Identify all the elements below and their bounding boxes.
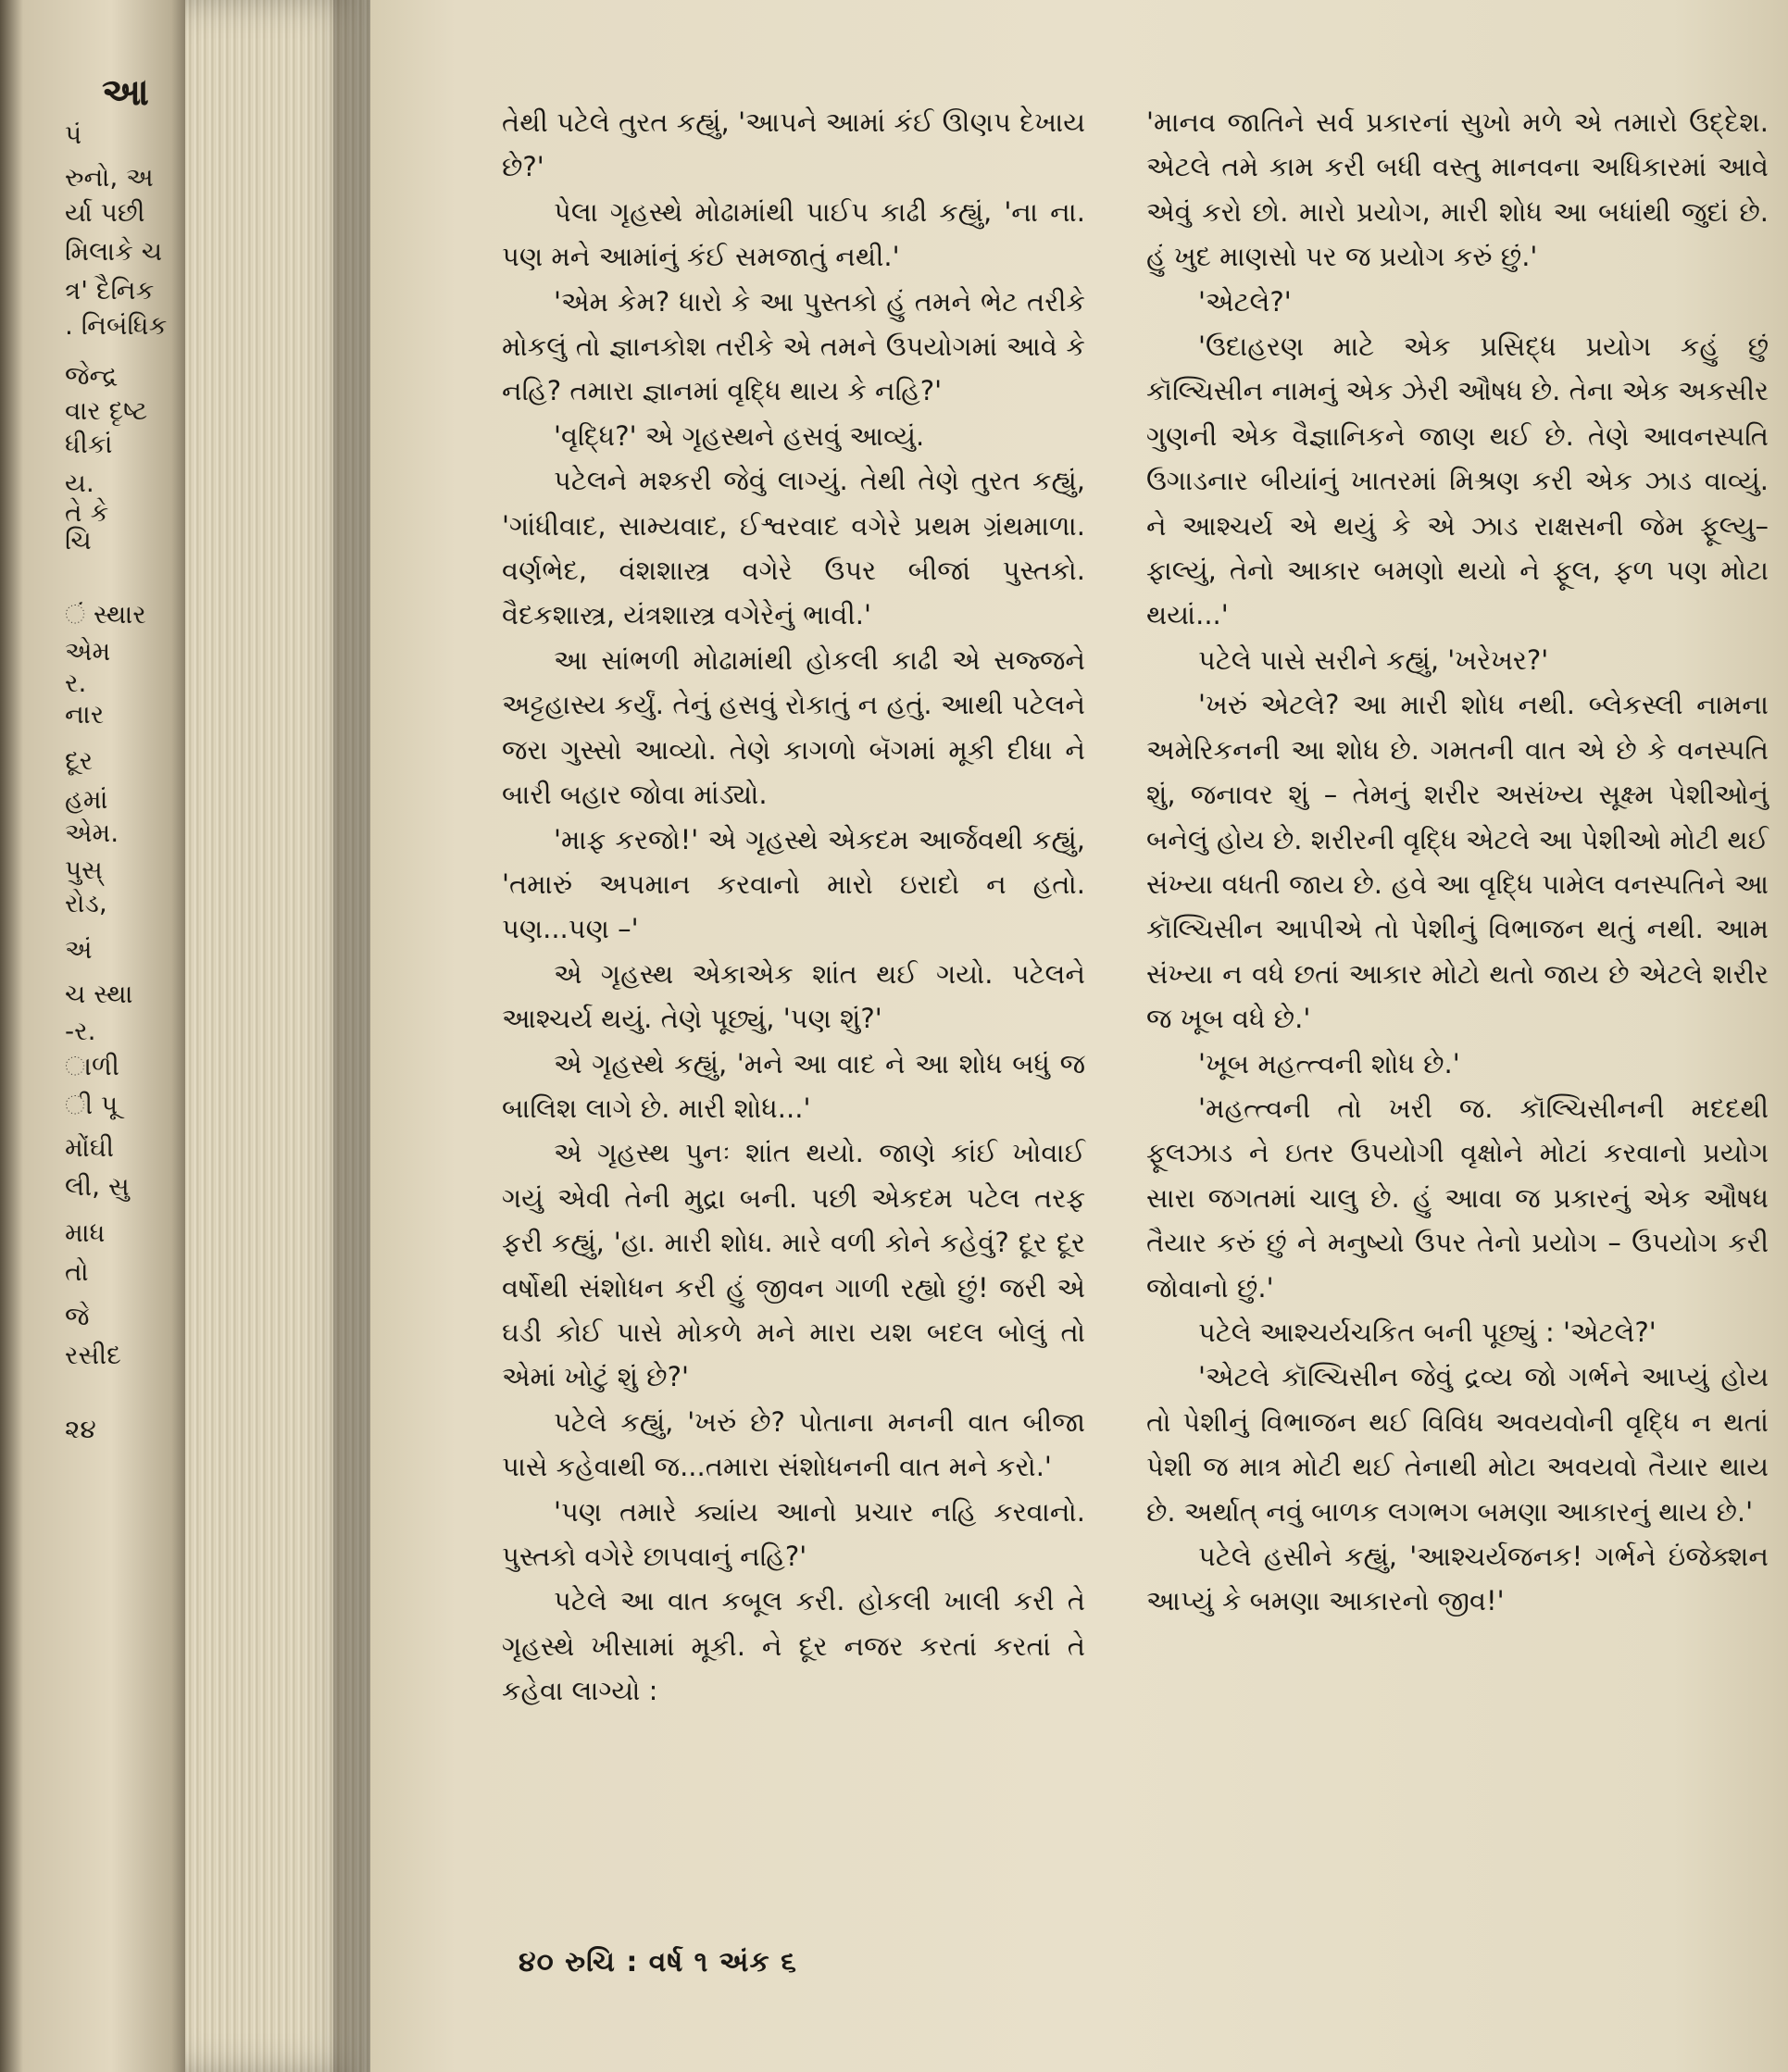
previous-page-fragment: મિલાકે ચ xyxy=(65,236,163,267)
previous-page-fragment: ત્ર' દૈનિક xyxy=(65,275,155,306)
previous-page-fragment: ધીકાં xyxy=(65,429,113,459)
previous-page-fragment: -ર. xyxy=(65,1016,96,1046)
paragraph: પટેલે પાસે સરીને કહ્યું, 'ખરેખર?' xyxy=(1198,643,1549,676)
paragraph: પેલા ગૃહસ્થે મોઢામાંથી પાઈપ કાઢી કહ્યું, 'ના ના. પણ મને આમાંનું કંઈ સમજાતું નથી.' xyxy=(502,195,1085,273)
paragraph: 'વૃદ્ધિ?' એ ગૃહસ્થને હસવું આવ્યું. xyxy=(554,419,925,452)
previous-page-fragment: ય. xyxy=(65,468,94,498)
previous-page-fragment: નાર xyxy=(65,699,105,730)
previous-page-fragment: ચિ xyxy=(65,525,92,555)
previous-page-fragment: ી પૂ xyxy=(65,1090,119,1120)
previous-page-fragment: જે xyxy=(65,1301,90,1331)
previous-page-fragment: . નિબંધિક xyxy=(65,310,168,341)
previous-page-fragment: એમ. xyxy=(65,818,119,848)
left-text-column xyxy=(502,100,1085,1714)
paragraph: પટેલે આ વાત કબૂલ કરી. હોકલી ખાલી કરી તે ગૃહસ્થે ખીસામાં મૂકી. ને દૂર નજર કરતાં કરતાં તે કહેવા લાગ્યો : xyxy=(502,1585,1085,1707)
paragraph: પટેલે કહ્યું, 'ખરું છે? પોતાના મનની વાત બીજા પાસે કહેવાથી જ...તમારા સંશોધનની વાત મને કરો.' xyxy=(502,1405,1085,1483)
paragraph: 'ખૂબ મહત્ત્વની શોધ છે.' xyxy=(1198,1047,1460,1080)
paragraph: એ ગૃહસ્થે કહ્યું, 'મને આ વાદ ને આ શોધ બધું જ બાલિશ લાગે છે. મારી શોધ...' xyxy=(502,1047,1085,1124)
previous-page-fragment: લી, સુ xyxy=(65,1171,130,1202)
paragraph: 'એમ કેમ? ધારો કે આ પુસ્તકો હું તમને ભેટ તરીકે મોકલું તો જ્ઞાનકોશ તરીકે એ તમને ઉપયોગમાં આવે કે નહિ? તમારા જ્ઞાનમાં વૃદ્ધિ થાય કે નહિ?' xyxy=(502,285,1085,407)
paragraph: પટેલે આશ્ચર્યચકિત બની પૂછ્યું : 'એટલે?' xyxy=(1198,1316,1657,1348)
previous-page-fragment: માધ xyxy=(65,1217,106,1248)
previous-page-fragment: ાળી xyxy=(65,1051,119,1081)
previous-page-fragment: જેન્દ્ર xyxy=(65,360,119,391)
paragraph: 'માફ કરજો!' એ ગૃહસ્થે એકદમ આર્જવથી કહ્યું, 'તમારું અપમાન કરવાનો મારો ઇરાદો ન હતો. પણ...પણ –' xyxy=(502,823,1085,945)
magazine-page xyxy=(370,0,1788,2072)
previous-page-fragment: મોંઘી xyxy=(65,1132,115,1163)
previous-page-fragment: દૂર xyxy=(65,745,94,776)
paragraph: 'એટલે કૉલ્ચિસીન જેવું દ્રવ્ય જો ગર્ભને આપ્યું હોય તો પેશીનું વિભાજન થઈ વિવિધ અવયવોની વૃદ્ધિ ન થતાં પેશી જ માત્ર મોટી થઈ તેનાથી મોટા અવયવો તૈયાર થાય છે. અર્થાત્ નવું બાળક લગભગ બમણા આકારનું થાય છે.' xyxy=(1146,1361,1769,1528)
paragraph: 'ઉદાહરણ માટે એક પ્રસિદ્ધ પ્રયોગ કહું છું કૉલ્ચિસીન નામનું એક ઝેરી ઔષધ છે. તેના એક અકસીર ગુણની એક વૈજ્ઞાનિકને જાણ થઈ છે. તેણે આવનસ્પતિ ઉગાડનાર બીયાંનું ખાતરમાં મિશ્રણ કરી એક ઝાડ વાવ્યું. ને આશ્ચર્ય એ થયું કે એ ઝાડ રાક્ષસની જેમ ફૂલ્યુ–ફાલ્યું, તેનો આકાર બમણો થયો ને ફૂલ, ફળ પણ મોટા થયાં...' xyxy=(1146,331,1769,631)
previous-page-strip xyxy=(0,0,185,2072)
paragraph: 'એટલે?' xyxy=(1198,285,1292,318)
previous-page-fragment: એમ xyxy=(65,636,111,667)
right-text-column xyxy=(1146,100,1769,1624)
previous-page-fragment: તે કે xyxy=(65,497,109,528)
previous-page-fragment: પં xyxy=(65,119,82,150)
previous-page-fragment: અં xyxy=(65,934,93,965)
previous-page-fragment: રોડ, xyxy=(65,888,107,918)
page-footer: ૪૦ રુચિ : વર્ષ ૧ અંક ૬ xyxy=(519,1946,797,1978)
previous-page-fragment: ર્યા પછી xyxy=(65,197,145,228)
previous-page-fragment: ં સ્થાર xyxy=(65,599,146,630)
paragraph: એ ગૃહસ્થ પુનઃ શાંત થયો. જાણે કાંઈ ખોવાઈ ગયું એવી તેની મુદ્રા બની. પછી એકદમ પટેલ તરફ ફરી કહ્યું, 'હા. મારી શોધ. મારે વળી કોને કહેવું? દૂર દૂર વર્ષોથી સંશોધન કરી હું જીવન ગાળી રહ્યો છું! જરી એ ઘડી કોઈ પાસે મોકળે મને મારા યશ બદલ બોલું તો એમાં ખોટું શું છે?' xyxy=(502,1137,1085,1393)
paragraph: એ ગૃહસ્થ એકાએક શાંત થઈ ગયો. પટેલને આશ્ચર્ય થયું. તેણે પૂછ્યું, 'પણ શું?' xyxy=(502,957,1085,1035)
previous-page-fragment: ચ સ્થા xyxy=(65,979,133,1009)
paragraph: પટેલે હસીને કહ્યું, 'આશ્ચર્યજનક! ગર્ભને ઇંજેક્શન આપ્યું કે બમણા આકારનો જીવ!' xyxy=(1146,1541,1769,1617)
previous-page-fragment: રુનો, અ xyxy=(65,162,154,193)
previous-page-fragment: પુસ્ xyxy=(65,855,103,885)
previous-page-fragment: વાર દૃષ્ટ xyxy=(65,395,148,426)
paragraph: 'માનવ જાતિને સર્વ પ્રકારનાં સુખો મળે એ તમારો ઉદ્દેશ. એટલે તમે કામ કરી બધી વસ્તુ માનવના અધિકારમાં આવે એવું કરો છો. મારો પ્રયોગ, મારી શોધ આ બધાંથી જુદાં છે. હું ખુદ માણસો પર જ પ્રયોગ કરું છું.' xyxy=(1146,106,1769,273)
previous-page-fragment: આ xyxy=(102,71,149,114)
previous-page-fragment: ર. xyxy=(65,668,87,698)
previous-page-fragment: હમાં xyxy=(65,784,108,815)
paragraph: 'મહત્ત્વની તો ખરી જ. કૉલ્ચિસીનની મદદથી ફૂલઝાડ ને ઇતર ઉપયોગી વૃક્ષોને મોટાં કરવાનો પ્રયોગ સારા જગતમાં ચાલુ છે. હું આવા જ પ્રકારનું એક ઔષધ તૈયાર કરું છું ને મનુષ્યો ઉપર તેનો પ્રયોગ – ઉપયોગ કરી જોવાનો છું.' xyxy=(1146,1092,1769,1304)
previous-page-fragment: રસીદ xyxy=(65,1340,121,1370)
previous-page-fragment: ૨૪ xyxy=(65,1414,96,1444)
previous-page-fragment: તો xyxy=(65,1256,89,1287)
paragraph: આ સાંભળી મોઢામાંથી હોકલી કાઢી એ સજ્જને અટ્ટહાસ્ય કર્યું. તેનું હસવું રોકાતું ન હતું. આથી પટેલને જરા ગુસ્સો આવ્યો. તેણે કાગળો બૅગમાં મૂકી દીધા ને બારી બહાર જોવા માંડ્યો. xyxy=(502,643,1085,811)
paragraph: 'ખરું એટલે? આ મારી શોધ નથી. બ્લેકસ્લી નામના અમેરિકનની આ શોધ છે. ગમતની વાત એ છે કે વનસ્પતિ શું, જનાવર શું – તેમનું શરીર અસંખ્ય સૂક્ષ્મ પેશીઓનું બનેલું હોય છે. શરીરની વૃદ્ધિ એટલે આ પેશીઓ મોટી થઈ સંખ્યા વધતી જાય છે. હવે આ વૃદ્ધિ પામેલ વનસ્પતિને આ કૉલ્ચિસીન આપીએ તો પેશીનું વિભાજન થતું નથી. આમ સંખ્યા ન વધે છતાં આકાર મોટો થતો જાય છે એટલે શરીર જ ખૂબ વધે છે.' xyxy=(1146,689,1769,1035)
paragraph: 'પણ તમારે ક્યાંય આનો પ્રચાર નહિ કરવાનો. પુસ્તકો વગેરે છાપવાનું નહિ?' xyxy=(502,1495,1085,1572)
paragraph: પટેલને મશ્કરી જેવું લાગ્યું. તેથી તેણે તુરત કહ્યું, 'ગાંધીવાદ, સામ્યવાદ, ઈશ્વરવાદ વગેરે પ્રથમ ગ્રંથમાળા. વર્ણભેદ, વંશશાસ્ત્ર વગેરે ઉપર બીજાં પુસ્તકો. વૈદકશાસ્ત્ર, યંત્રશાસ્ત્ર વગેરેનું ભાવી.' xyxy=(502,465,1085,631)
paragraph: તેથી પટેલે તુરત કહ્યું, 'આપને આમાં કંઈ ઊણપ દેખાય છે?' xyxy=(502,106,1085,183)
